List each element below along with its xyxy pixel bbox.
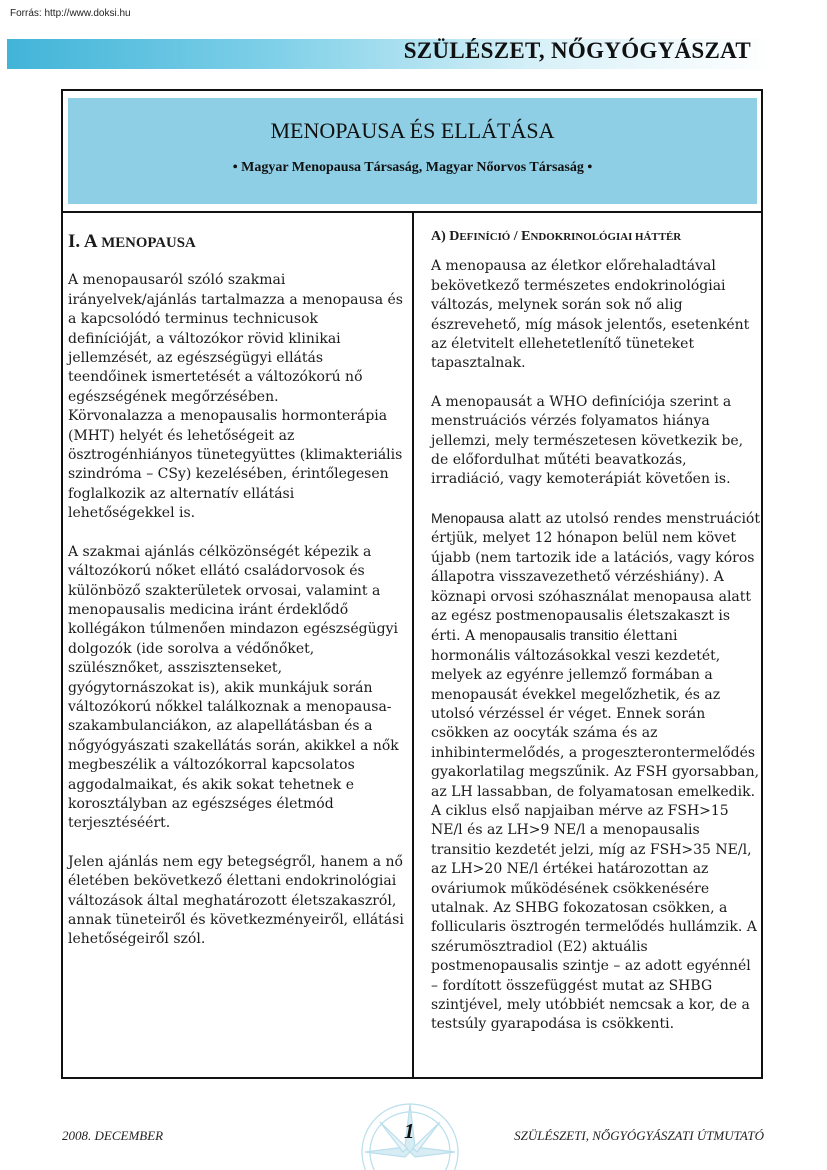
paragraph: A menopausa az életkor előrehaladtával bekövetkező természetes endokrinológiai változás, melynek során sok nő alig észrevehető, míg mások jelentős, esetenként az életvitelt ellehetetlenítő tüneteket tapasztalnak. xyxy=(431,258,750,372)
document-title: MENOPAUSA ÉS ELLÁTÁSA xyxy=(270,118,555,143)
footer-publication: SZÜLÉSZETI, NŐGYÓGYÁSZATI ÚTMUTATÓ xyxy=(514,1128,764,1143)
paragraph: A menopausát a WHO definíciója szerint a menstruációs vérzés folyamatos hiánya jellemzi, mely természetesen következik be, de előfordulhat műtéti beavatkozás, irradiáció, vagy kemoterápiát követően is. xyxy=(431,393,744,488)
footer-date: 2008. DECEMBER xyxy=(62,1128,164,1143)
source-label: Forrás: http://www.doksi.hu xyxy=(10,8,131,19)
page-number: 1 xyxy=(404,1119,415,1143)
document-subtitle: • Magyar Menopausa Társaság, Magyar Nőorvos Társaság • xyxy=(232,160,593,175)
paragraph: Körvonalazza a menopausalis hormonterápia (MHT) helyét és lehetőségeit az ösztrogénhiányos tünetegyüttes (klimakteriális szindróma – CSy) kezelésében, érintőlegesen foglalkozik az alternatív ellátási lehetőségekkel is. xyxy=(68,408,403,522)
term-menopausalis-transitio: menopausalis transitio xyxy=(479,627,619,644)
column-divider xyxy=(412,211,414,1079)
subsection-heading: A) DEFINÍCIÓ / ENDOKRINOLÓGIAI HÁTTÉR xyxy=(431,229,682,244)
paragraph: A menopausaról szóló szakmai irányelvek/ajánlás tartalmazza a menopausa és a kapcsolódó terminus technicusok definícióját, a változókor rövid klinikai jellemzését, az egészségügyi ellátás teendőinek ismertetését a változókorú nő egészségének megőrzésében. xyxy=(68,272,403,405)
section-title: SZÜLÉSZET, NŐGYÓGYÁSZAT xyxy=(403,38,751,63)
paragraph: Jelen ajánlás nem egy betegségről, hanem a nő életében bekövetkező élettani endokrinológiai változások által meghatározott életszakaszról, annak tüneteiről és következményeiről, ellátási lehetőségeiről szól. xyxy=(68,853,404,948)
right-column xyxy=(431,227,761,1054)
paragraph: Menopausa alatt az utolsó rendes menstruációt értjük, melyet 12 hónapon belül nem követ újabb (nem tartozik ide a latációs, vagy kóros állapotra visszavezethető vérzéshiány). A köznapi orvosi szóhasználat menopausa alatt az egész postmenopausalis életszakaszt is érti. A menopausalis transitio élettani hormonális változásokkal veszi kezdetét, melyek az egyénre jellemző formában a menopausát évekkel megelőzhetik, és az utolsó vérzéssel ér véget. Ennek során csökken az oocyták száma és az inhibintermelődés, a progeszterontermelődés gyakorlatilag megszűnik. Az FSH gyorsabban, az LH lassabban, de folyamatosan emelkedik. A ciklus első napjaiban mérve az FSH>15 NE/l és az LH>9 NE/l a menopausalis transitio kezdetét jelzi, míg az FSH>35 NE/l, az LH>20 NE/l értékei határozottan az ováriumok működésének csökkenésére utalnak. Az SHBG fokozatosan csökken, a follicularis ösztrogén termelődés hullámzik. A szérumösztradiol (E2) aktuális postmenopausalis szintje – az adott egyénnél – fordított összefüggést mutat az SHBG szintjével, mely utóbbiét nemcsak a kor, de a testsúly gyarapodása is csökkenti. xyxy=(431,509,760,1033)
left-column xyxy=(68,232,404,969)
term-menopausa: Menopausa xyxy=(431,509,505,526)
title-box xyxy=(68,98,757,204)
section-heading: I. A MENOPAUSA xyxy=(68,231,196,252)
paragraph: A szakmai ajánlás célközönségét képezik a változókorú nőket ellátó családorvosok és különböző szakterületek orvosai, valamint a menopausalis medicina iránt érdeklődő kollégákon túlmenően mindazon egészségügyi dolgozók (ide sorolva a védőnőket, szülésznőket, asszisztenseket, gyógytornászokat is), akik munkájuk során változókorú nőkkel találkoznak a menopausa-szakambulanciákon, az alapellátásban és a nőgyógyászati szakellátás során, akikkel a nők megbeszélik a változókorral kapcsolatos aggodalmaikat, és akik sokat tehetnek e korosztályban az egészséges életmód terjesztéséért. xyxy=(68,543,399,832)
